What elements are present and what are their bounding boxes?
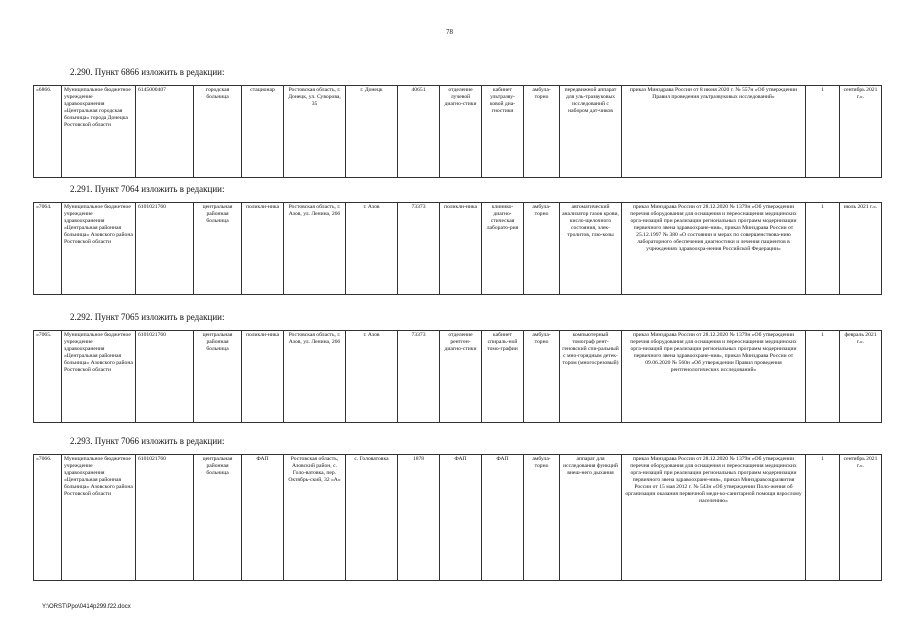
table-row bbox=[34, 331, 882, 423]
cell-type: центральная районная больница bbox=[194, 455, 242, 581]
cell-room: кабинет ультразву-ковой диа-гностики bbox=[482, 86, 524, 178]
cell-equipment: аппарат для исследования функций внеш-него дыхания bbox=[560, 455, 622, 581]
cell-room: клинико-диагно-стическая лаборато-рия bbox=[482, 203, 524, 295]
file-path-footer: Y:\ORST\Ppo\0414p299.f22.docx bbox=[42, 604, 131, 610]
cell-department: поликли-ника bbox=[440, 203, 482, 295]
cell-locality: с. Головатовка bbox=[346, 455, 398, 581]
cell-number: «6866. bbox=[34, 86, 62, 178]
cell-locality: г. Донецк bbox=[346, 86, 398, 178]
section-heading: 2.292. Пункт 7065 изложить в редакции: bbox=[70, 312, 225, 322]
cell-population: 1878 bbox=[398, 455, 440, 581]
section-heading: 2.293. Пункт 7066 изложить в редакции: bbox=[70, 436, 225, 446]
cell-address: Ростовская область, г. Азов, ул. Ленина, 266 bbox=[284, 331, 346, 423]
table-row bbox=[34, 86, 882, 178]
cell-quantity: 1 bbox=[806, 331, 840, 423]
cell-organization: Муниципальное бюджетное учреждение здравоохранения «Центральная городская больница» города Донецка Ростовской области bbox=[62, 86, 136, 178]
cell-quantity: 1 bbox=[806, 203, 840, 295]
cell-quantity: 1 bbox=[806, 86, 840, 178]
table-row bbox=[34, 203, 882, 295]
cell-department: отделение лучевой диагно-стики bbox=[440, 86, 482, 178]
cell-subdivision: поликли-ника bbox=[242, 331, 284, 423]
section-heading: 2.290. Пункт 6866 изложить в редакции: bbox=[70, 67, 225, 77]
record-table bbox=[33, 330, 882, 423]
cell-room: кабинет спираль-ной томо-графии bbox=[482, 331, 524, 423]
cell-address: Ростовская область, Азовский район, с. Голо-ватовка, пер. Октябрь-ский, 32 «А» bbox=[284, 455, 346, 581]
cell-inn: 6101021760 bbox=[136, 203, 194, 295]
cell-number: «7066. bbox=[34, 455, 62, 581]
cell-type: центральная районная больница bbox=[194, 203, 242, 295]
page-number: 78 bbox=[446, 28, 453, 36]
cell-equipment: передвижной аппарат для уль-тразвуковых исследований с набором дат-чиков bbox=[560, 86, 622, 178]
table-row bbox=[34, 455, 882, 581]
cell-population: 73373 bbox=[398, 203, 440, 295]
cell-department: ФАП bbox=[440, 455, 482, 581]
record-table bbox=[33, 85, 882, 178]
cell-legal-basis: приказ Минздрава России от 8 июня 2020 г. № 557н «Об утверждении Правил проведения ультразвуковых исследований» bbox=[622, 86, 806, 178]
cell-date: июль 2021 г.». bbox=[840, 203, 882, 295]
cell-legal-basis: приказ Минздрава России от 28.12.2020 № 1379н «Об утверждении перечня оборудования для оснащения и переоснащения медицинских орга-низаций при реализации региональных программ модернизации первичного звена здравоохране-ния», приказ Минздрава России от 25.12.1997 № 380 «О состоянии и мерах по совершенствова-нию лабораторного обеспечения диагностики и лечения пациентов в учреждениях здравоохра-нения Российской Федерации» bbox=[622, 203, 806, 295]
cell-locality: г. Азов bbox=[346, 203, 398, 295]
cell-type: городская больница bbox=[194, 86, 242, 178]
cell-inn: 6101021760 bbox=[136, 455, 194, 581]
cell-organization: Муниципальное бюджетное учреждение здравоохранения «Центральная районная больница» Азовского района Ростовской области bbox=[62, 455, 136, 581]
cell-equipment: автоматический анализатор газов крови, кисло-щелочного состояния, элек-тролитов, глю-козы bbox=[560, 203, 622, 295]
cell-department: отделение рентген-диагно-стики bbox=[440, 331, 482, 423]
cell-care-form: амбула-торно bbox=[524, 86, 560, 178]
cell-address: Ростовская область, г. Донецк, ул. Суворова, 35 bbox=[284, 86, 346, 178]
cell-date: февраль 2021 г.». bbox=[840, 331, 882, 423]
cell-number: «7064. bbox=[34, 203, 62, 295]
cell-equipment: компьютерный томограф рент-геновский спи-ральный с мно-горядным детек-тором (многосрезовый) bbox=[560, 331, 622, 423]
cell-population: 40651 bbox=[398, 86, 440, 178]
cell-organization: Муниципальное бюджетное учреждение здравоохранения «Центральная районная больница» Азовского района Ростовской области bbox=[62, 331, 136, 423]
cell-legal-basis: приказ Минздрава России от 28.12.2020 № 1379н «Об утверждении перечня оборудования для оснащения и переоснащения медицинских орга-низаций при реализации региональных программ модернизации первичного звена здравоохране-ния», приказ Минздравсоцразвития России от 15 мая 2012 г. № 543н «Об утверждении Поло-жения об организации оказания первичной меди-ко-санитарной помощи взрослому населению» bbox=[622, 455, 806, 581]
record-table bbox=[33, 454, 882, 581]
cell-inn: 6145000407 bbox=[136, 86, 194, 178]
cell-subdivision: стационар bbox=[242, 86, 284, 178]
cell-care-form: амбула-торно bbox=[524, 203, 560, 295]
cell-type: центральная районная больница bbox=[194, 331, 242, 423]
cell-date: сентябрь 2021 г.». bbox=[840, 86, 882, 178]
cell-locality: г. Азов bbox=[346, 331, 398, 423]
cell-population: 73373 bbox=[398, 331, 440, 423]
section-heading: 2.291. Пункт 7064 изложить в редакции: bbox=[70, 184, 225, 194]
cell-subdivision: поликли-ника bbox=[242, 203, 284, 295]
cell-care-form: амбула-торно bbox=[524, 331, 560, 423]
cell-quantity: 1 bbox=[806, 455, 840, 581]
record-table bbox=[33, 202, 882, 295]
cell-subdivision: ФАП bbox=[242, 455, 284, 581]
cell-legal-basis: приказ Минздрава России от 28.12.2020 № 1379н «Об утверждении перечня оборудования для оснащения и переоснащения медицинских орга-низаций при реализации региональных программ модернизации первичного звена здравоохране-ния», приказ Минздрава России от 09.06.2020 № 560н «Об утверждении Правил проведения рентгенологических исследований» bbox=[622, 331, 806, 423]
cell-number: «7065. bbox=[34, 331, 62, 423]
cell-inn: 6101021760 bbox=[136, 331, 194, 423]
cell-address: Ростовская область, г. Азов, ул. Ленина, 266 bbox=[284, 203, 346, 295]
cell-date: сентябрь 2021 г.». bbox=[840, 455, 882, 581]
cell-organization: Муниципальное бюджетное учреждение здравоохранения «Центральная районная больница» Азовского района Ростовской области bbox=[62, 203, 136, 295]
cell-room: ФАП bbox=[482, 455, 524, 581]
cell-care-form: амбула-торно bbox=[524, 455, 560, 581]
